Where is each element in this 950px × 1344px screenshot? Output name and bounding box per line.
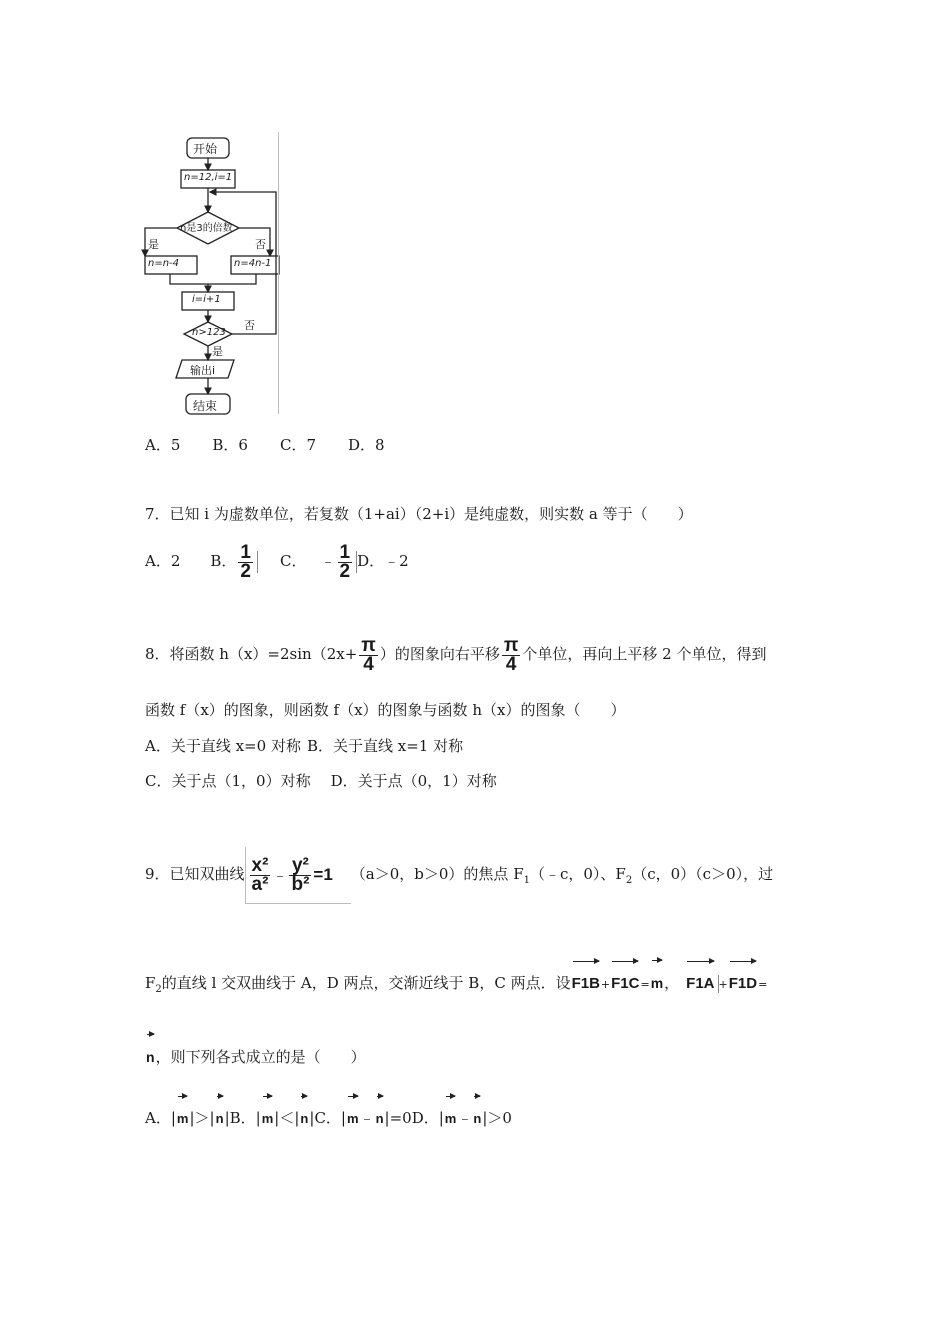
fc-end-label: 结束 xyxy=(193,399,218,413)
vector-m: m xyxy=(651,958,663,1000)
q7-option-c: C． xyxy=(280,552,307,570)
vector-f1d: F1D xyxy=(729,959,757,1001)
q6-option-b: B．6 xyxy=(212,436,248,454)
q9-fraction-y2-b2: $\frac{\text{y²}}{\text{b²}}$ xyxy=(291,855,310,895)
fc-incr-label: i=i+1 xyxy=(192,294,221,305)
q8-options-cd xyxy=(145,771,497,791)
q6-options xyxy=(145,435,385,455)
q9-option-b: B． xyxy=(229,1109,256,1127)
fc-cond2-label: n>123 xyxy=(192,327,226,338)
q7-minus: ﹣ xyxy=(320,552,336,570)
vector-f1a: F1A xyxy=(686,959,714,1001)
q8-line1: 8．将函数 h（x）=2sin（2x+ $\frac{\pi}{4}$ ）的图象向右平移 $\frac{\pi}{4}$ 个单位，再向上平移 2 个单位，得到 xyxy=(145,634,767,675)
q9-option-d: D． xyxy=(411,1109,439,1127)
fc-start-label: 开始 xyxy=(193,142,218,156)
q6-option-a: A．5 xyxy=(145,436,181,454)
fc-output-label: 输出i xyxy=(190,364,216,377)
q8-option-c: C．关于点（1，0）对称 xyxy=(145,772,311,790)
q9-line1: 9．已知双曲线 $\frac{\text{x²}}{\text{a²}}$ ﹣ $\frac{\text{y²}}{\text{b²}}$ =1 （a＞0，b＞0）的焦点 $F_1(﹣c$，0）、$F_2(c$，0）（c＞0），过 xyxy=(145,846,773,909)
q9-line2: $F_2$的直线 l 交双曲线于 A，D 两点，交渐近线于 B，C 两点．设F1B+F1C=m， F1A +F1D= xyxy=(145,958,767,1007)
q7-option-a: A．2 xyxy=(145,552,181,570)
q9-option-a: A． xyxy=(145,1109,171,1127)
fc-no-label-1: 否 xyxy=(255,238,266,251)
fc-init-label: n=12,i=1 xyxy=(184,172,233,183)
q6-option-c: C．7 xyxy=(279,436,316,454)
q7-option-b: B． xyxy=(210,552,237,570)
fc-yes-label-2: 是 xyxy=(212,345,223,358)
q8-fraction-pi-4-b: $\frac{\pi}{4}$ xyxy=(503,634,519,675)
fc-no-label-2: 否 xyxy=(244,319,255,332)
q8-option-b: B．关于直线 x=1 对称 xyxy=(306,737,464,755)
fc-right-box-label: n=4n-1 xyxy=(234,258,272,269)
vector-f1c: F1C xyxy=(611,959,639,1001)
fc-cond1-label: n是3的倍数 xyxy=(180,223,233,234)
figure-border xyxy=(278,132,279,414)
q7-options xyxy=(145,541,409,581)
vector-n: n xyxy=(146,1032,155,1074)
q8-fraction-pi-4-a: $\frac{\pi}{4}$ xyxy=(361,634,376,675)
q9-options: A．|m|＞|n|B．|m|＜|n|C．|m﹣n|=0D．|m﹣n|＞0 xyxy=(145,1094,512,1136)
q9-line3: n，则下列各式成立的是（ ） xyxy=(145,1032,366,1074)
fc-yes-label-1: 是 xyxy=(148,238,159,251)
q7-fraction-neg-half: $\frac{1}{2}$ xyxy=(339,541,351,582)
fc-left-box-label: n=n-4 xyxy=(148,258,180,269)
q8-options-ab xyxy=(145,736,463,756)
q7-stem: 7．已知 i 为虚数单位，若复数（1+ai）（2+i）是纯虚数，则实数 a 等于（ ） xyxy=(145,505,693,523)
vector-f1b: F1B xyxy=(572,959,600,1001)
q8-line2: 函数 f（x）的图象，则函数 f（x）的图象与函数 h（x）的图象（ ） xyxy=(145,701,626,719)
q9-option-c: C． xyxy=(314,1109,341,1127)
q9-fraction-x2-a2: $\frac{\text{x²}}{\text{a²}}$ xyxy=(251,855,269,895)
q6-option-d: D．8 xyxy=(348,436,385,454)
q8-option-d: D．关于点（0，1）对称 xyxy=(330,772,497,790)
q7-option-d: D．﹣2 xyxy=(357,552,409,570)
q7-fraction-half: $\frac{1}{2}$ xyxy=(240,541,251,582)
q8-option-a: A．关于直线 x=0 对称 xyxy=(145,737,301,755)
